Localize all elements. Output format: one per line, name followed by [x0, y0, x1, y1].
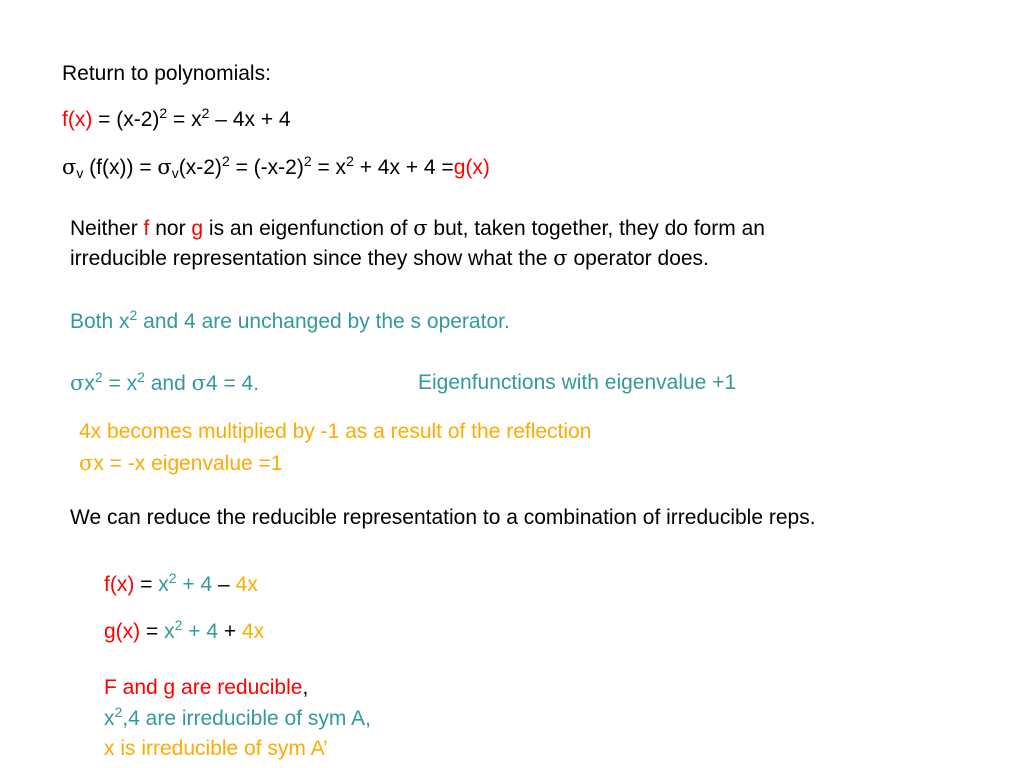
sigma-line-text: and	[144, 372, 192, 395]
equation-sigma-fx	[62, 155, 490, 180]
fx-label: f(x)	[104, 573, 135, 596]
both-text: Both x	[70, 310, 130, 333]
conclusion-text: ,4 are irreducible of sym A,	[122, 707, 371, 730]
eq1-sup1: 2	[159, 105, 168, 121]
both-text: and 4 are unchanged by the s operator.	[137, 310, 510, 333]
sigma-line-text: 4 = 4.	[205, 372, 260, 395]
para1-text: Neither	[70, 217, 144, 240]
fourx-term: 4x	[241, 620, 265, 643]
sigma-symbol: σ	[157, 155, 172, 179]
sigma-symbol: σ	[62, 155, 77, 179]
eq2-part-c: = (-x-2)	[229, 156, 304, 179]
sigma-symbol: σ	[191, 371, 206, 395]
eq2-sup3: 2	[346, 153, 354, 169]
para1-text: operator does.	[567, 247, 709, 270]
both-unchanged-line	[70, 307, 510, 334]
x-term-sup: 2	[168, 570, 177, 586]
reducible-statement: F and g are reducible	[104, 676, 303, 699]
sigma-eigen-line	[70, 371, 259, 396]
eq1-part-b: = x	[167, 108, 202, 131]
both-sup: 2	[129, 307, 138, 323]
equals-sign: =	[134, 573, 159, 596]
eq2-sup2: 2	[303, 153, 312, 169]
sigma-symbol: σ	[553, 246, 568, 270]
fourx-line-2-text: x = -x eigenvalue =1	[93, 452, 283, 475]
eq1-sup2: 2	[201, 105, 210, 121]
comma: ,	[302, 676, 309, 699]
heading: Return to polynomials:	[62, 62, 271, 85]
eigenfunctions-label: Eigenfunctions with eigenvalue +1	[418, 371, 737, 394]
fourx-term: 4x	[235, 573, 258, 596]
eq2-sub1: v	[76, 165, 84, 181]
minus-sign: –	[212, 573, 236, 596]
x-term-sup: 2	[174, 617, 183, 633]
gx-label: g(x)	[453, 156, 490, 179]
plus-four-term: + 4	[176, 573, 213, 596]
sigma-symbol: σ	[413, 216, 428, 240]
g-decomposition	[104, 617, 265, 644]
eq1-part-a: = (x-2)	[92, 108, 160, 131]
eq2-part-d: = x	[311, 156, 347, 179]
eq2-part-e: + 4x + 4 =	[353, 156, 454, 179]
eq2-part-a: (f(x)) =	[83, 156, 158, 179]
eq2-sup1: 2	[221, 153, 230, 169]
equals-sign: =	[140, 620, 165, 643]
eq2-sub2: v	[171, 165, 179, 181]
g-label: g	[191, 217, 204, 240]
para1-text: is an eigenfunction of	[203, 217, 414, 240]
equation-fx	[62, 105, 291, 132]
fourx-line-2	[79, 451, 282, 476]
eq2-part-b: (x-2)	[178, 156, 222, 179]
gx-label: g(x)	[104, 620, 141, 643]
paragraph-line-2	[70, 246, 709, 271]
para1-text: but, taken together, they do form an	[427, 217, 765, 240]
sigma-line-sup: 2	[137, 369, 145, 385]
para1-text: irreducible representation since they show what the	[70, 247, 554, 270]
conclusion-line-3: x is irreducible of sym A’	[104, 737, 328, 760]
conclusion-line-1	[104, 676, 308, 700]
conclusion-line-2	[104, 704, 371, 731]
sigma-line-text: x	[84, 372, 95, 395]
f-label: f	[143, 217, 150, 240]
sigma-line-sup: 2	[94, 369, 103, 385]
sigma-symbol: σ	[70, 371, 85, 395]
para1-text: nor	[149, 217, 192, 240]
fourx-line-1: 4x becomes multiplied by -1 as a result of the reflection	[79, 420, 592, 443]
conclusion-text: x	[104, 707, 115, 730]
sigma-symbol: σ	[79, 451, 94, 475]
sigma-line-text: = x	[102, 372, 138, 395]
x-term: x	[164, 620, 175, 643]
plus-four-term: + 4	[182, 620, 219, 643]
paragraph-line-1	[70, 216, 765, 241]
f-decomposition	[104, 570, 258, 597]
conclusion-sup: 2	[114, 704, 123, 720]
reduce-line: We can reduce the reducible representation to a combination of irreducible reps.	[70, 506, 816, 529]
eq1-part-c: – 4x + 4	[209, 108, 291, 131]
x-term: x	[158, 573, 169, 596]
plus-sign: +	[218, 620, 242, 643]
fx-label: f(x)	[62, 108, 93, 131]
